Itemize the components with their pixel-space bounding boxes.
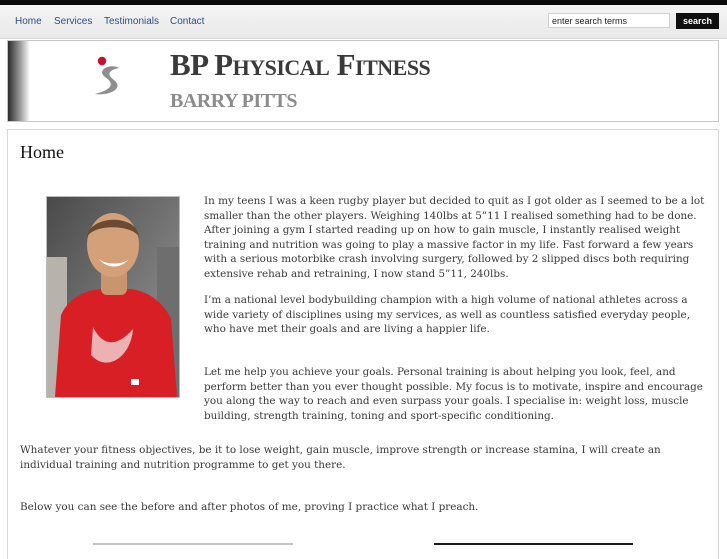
site-header [7, 40, 719, 122]
search-input[interactable] [548, 13, 670, 28]
nav-testimonials[interactable]: Testimonials [104, 16, 160, 27]
trainer-portrait-image [47, 197, 179, 397]
runner-logo-icon [92, 56, 128, 100]
intro-paragraph: In my teens I was a keen rugby player but decided to quit as I got older as I seemed to be a lot smaller than the other players. Weighing 140lbs at 5”11 I realised something had to be done. After joining a gym I started reading up on how to gain muscle, I instantly realised weight training and nutrition was going to play a massive factor in my life. Fast forward a few years with a serious motorbike crash involving surgery, followed by 2 slipped discs both requiring extensive rehab and retraining, I now stand 5”11, 240lbs. [204, 195, 705, 280]
search-button[interactable]: search [676, 13, 719, 29]
header-gradient [8, 41, 30, 121]
site-subtitle: BARRY PITTS [170, 90, 297, 112]
nav-home[interactable]: Home [15, 16, 42, 27]
top-navigation [0, 5, 727, 39]
objectives-paragraph: Whatever your fitness objectives, be it to lose weight, gain muscle, improve strength or increase stamina, I will create an individual training and nutrition programme to get you there. [20, 444, 661, 471]
main-content [7, 129, 719, 559]
profile-photo [46, 196, 180, 398]
site-title-text: BP Physical Fitness [170, 47, 431, 82]
nav-contact[interactable]: Contact [170, 16, 205, 27]
site-title [170, 47, 430, 83]
champion-paragraph: I’m a national level bodybuilding champion with a high volume of national athletes across a wide variety of disciplines using my services, as well as countless satisfied everyday people, who have met their goals and are living a happier life. [204, 294, 690, 335]
page-title: Home [20, 142, 64, 162]
before-after-paragraph: Below you can see the before and after photos of me, proving I practice what I preach. [20, 501, 479, 513]
goals-paragraph: Let me help you achieve your goals. Personal training is about helping you look, feel, and perform better than you ever thought possible. My focus is to motivate, inspire and encourage you along the way to reach and even surpass your goals. I specialise in: weight loss, muscle building, strength training, toning and sport-specific conditioning. [204, 366, 703, 422]
nav-services[interactable]: Services [54, 16, 93, 27]
